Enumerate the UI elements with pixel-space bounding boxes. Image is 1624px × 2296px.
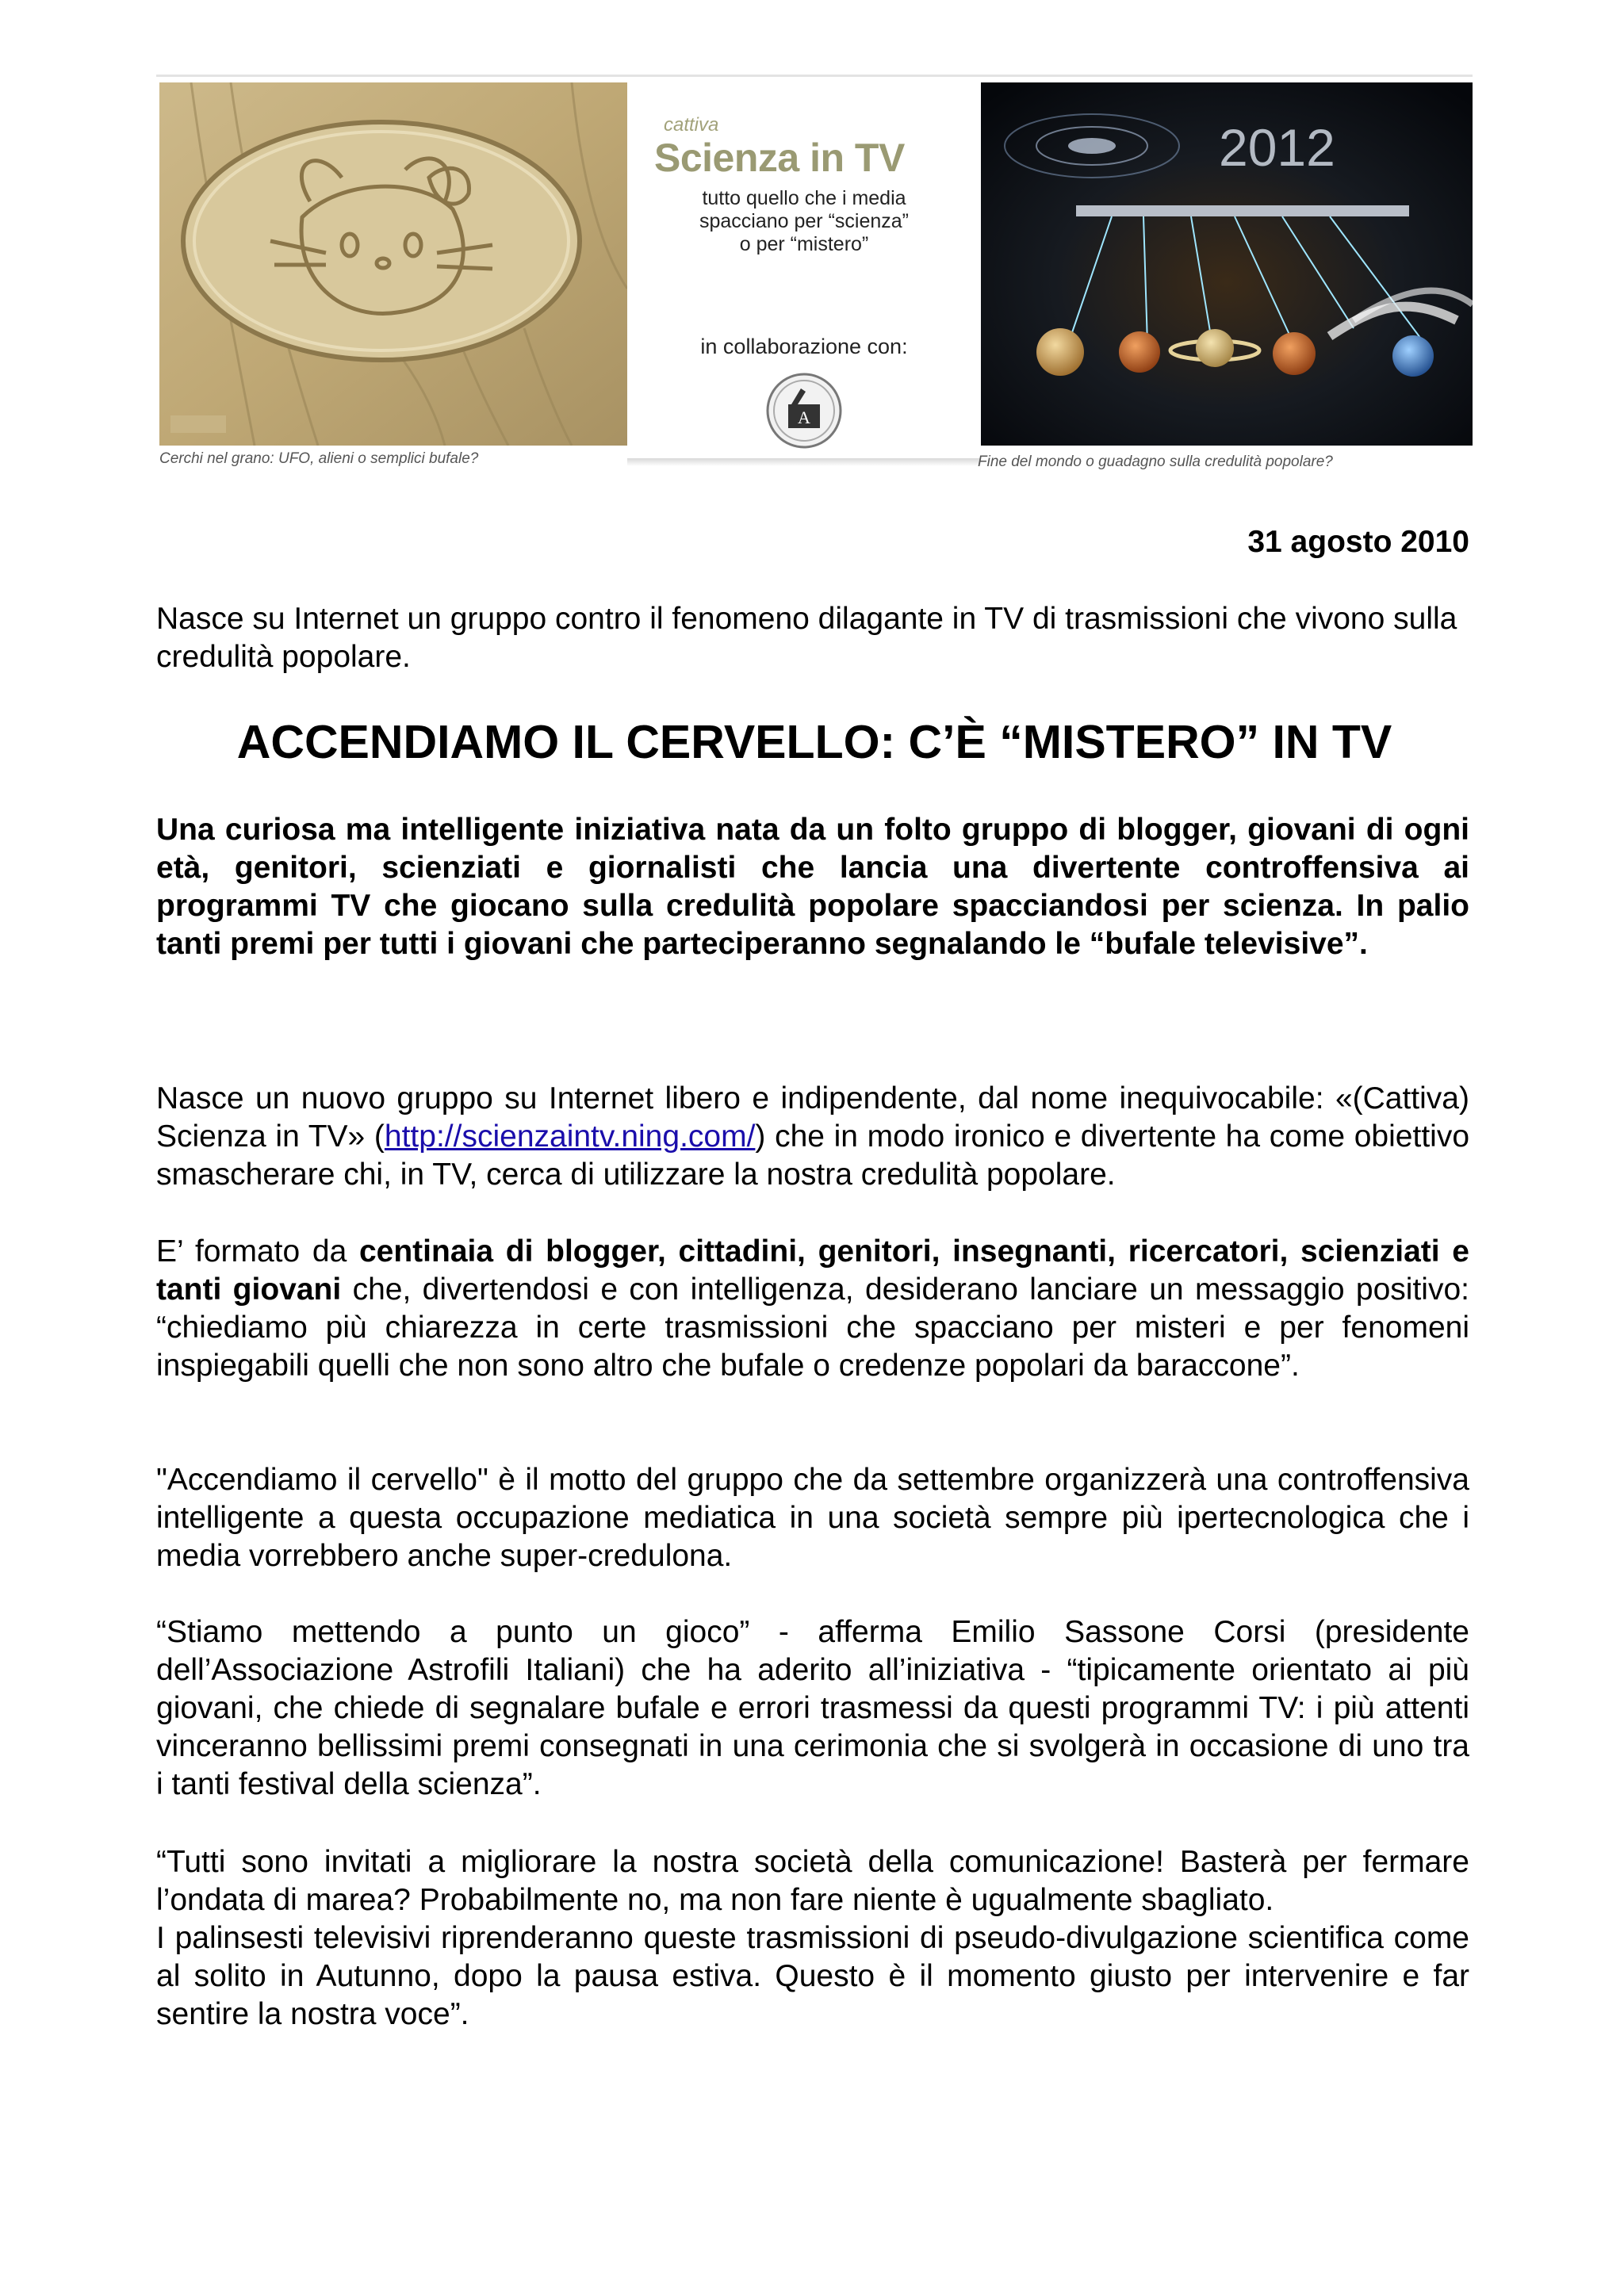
body-paragraph-5: “Tutti sono invitati a migliorare la nostra società della comunicazione! Basterà per fermare l’ondata di marea? Probabilmente no, ma non fare niente è ugualmente sbagliato. — [156, 1845, 1469, 1917]
paragraph-text: E’ formato da — [156, 1234, 359, 1269]
planets-image-year: 2012 — [1219, 118, 1335, 177]
banner-tagline-line: o per “mistero” — [739, 233, 869, 255]
lead-paragraph: Una curiosa ma intelligente iniziativa nata da un folto gruppo di blogger, giovani di ogni età, genitori, scienziati e giornalisti che lancia una divertente controffensiva ai programmi TV che giocano sulla credulità popolare spacciandosi per scienza. In palio tanti premi per tutti i giovani che parteciperanno segnalando le “bufale televisive”. — [156, 813, 1469, 961]
left-image-caption: Cerchi nel grano: UFO, alieni o semplici bufale? — [159, 450, 479, 467]
group-website-link[interactable]: http://scienzaintv.ning.com/ — [384, 1119, 756, 1154]
paragraph-text: Nasce un nuovo gruppo su Internet libero e indipendente, dal nome inequivocabile: «(Cattiva) Scienza in TV» ( — [156, 1081, 1469, 1154]
banner-top-rule — [156, 75, 1473, 77]
banner-tagline-line: tutto quello che i media — [702, 187, 906, 209]
collaboration-label: in collaborazione con: — [700, 335, 908, 358]
paragraph-text: che, divertendosi e con intelligenza, desiderano lanciare un messaggio positivo: “chiediamo più chiarezza in certe trasmissioni che spacciano per misteri e per fenomeni inspiegabili quelli che non sono altro che bufale o credenze popolari da baraccone”. — [156, 1272, 1469, 1383]
banner-shadow — [627, 458, 981, 466]
body-paragraph-2 — [156, 1233, 1469, 1385]
header-banner — [156, 75, 1473, 477]
banner-small-title: cattiva — [664, 114, 719, 136]
crop-circle-hello-kitty-image — [159, 82, 627, 446]
body-paragraph-4: “Stiamo mettendo a punto un gioco” - afferma Emilio Sassone Corsi (presidente dell’Associazione Astrofili Italiani) che ha aderito all’iniziativa - “tipicamente orientato ai più giovani, che chiede di segnalare bufale e errori trasmessi da questi programmi TV: i più attenti vinceranno bellissimi premi consegnati in una cerimonia che si svolgerà in occasione di uno tra i tanti festival della scienza”. — [156, 1615, 1469, 1801]
body-paragraph-6: I palinsesti televisivi riprenderanno queste trasmissioni di pseudo-divulgazione scientifica come al solito in Autunno, dopo la pausa estiva. Questo è il momento giusto per intervenire e far sentire la nostra voce”. — [156, 1921, 1469, 2031]
astrofili-association-logo — [760, 371, 848, 450]
article-date: 31 agosto 2010 — [1247, 525, 1469, 559]
crop-circle-image — [159, 82, 627, 446]
banner-title-panel — [627, 82, 981, 455]
svg-text:A: A — [798, 408, 810, 427]
banner-title: Scienza in TV — [654, 136, 905, 180]
planets-2012-image — [981, 82, 1473, 446]
banner-tagline-line: spacciano per “scienza” — [699, 210, 909, 232]
right-image-caption: Fine del mondo o guadagno sulla credulità popolare? — [978, 453, 1333, 470]
planets-2012-image — [981, 82, 1473, 446]
body-paragraph-1 — [156, 1080, 1469, 1194]
intro-paragraph: Nasce su Internet un gruppo contro il fenomeno dilagante in TV di trasmissioni che vivono sulla credulità popolare. — [156, 602, 1457, 674]
body-paragraph-3: "Accendiamo il cervello" è il motto del gruppo che da settembre organizzerà una controffensiva intelligente a questa occupazione mediatica in una società sempre più ipertecnologica che i media vorrebbero anche super-credulona. — [156, 1463, 1469, 1573]
headline: ACCENDIAMO IL CERVELLO: C’È “MISTERO” IN TV — [236, 716, 1392, 768]
banner-tagline — [627, 187, 981, 256]
paragraph-text: ) che in modo ironico e divertente ha come obiettivo smascherare chi, in TV, cerca di utilizzare la nostra credulità popolare. — [156, 1119, 1470, 1192]
paragraph-bold-text: centinaia di blogger, cittadini, genitori, insegnanti, ricercatori, scienziati e tanti giovani — [156, 1234, 1470, 1307]
